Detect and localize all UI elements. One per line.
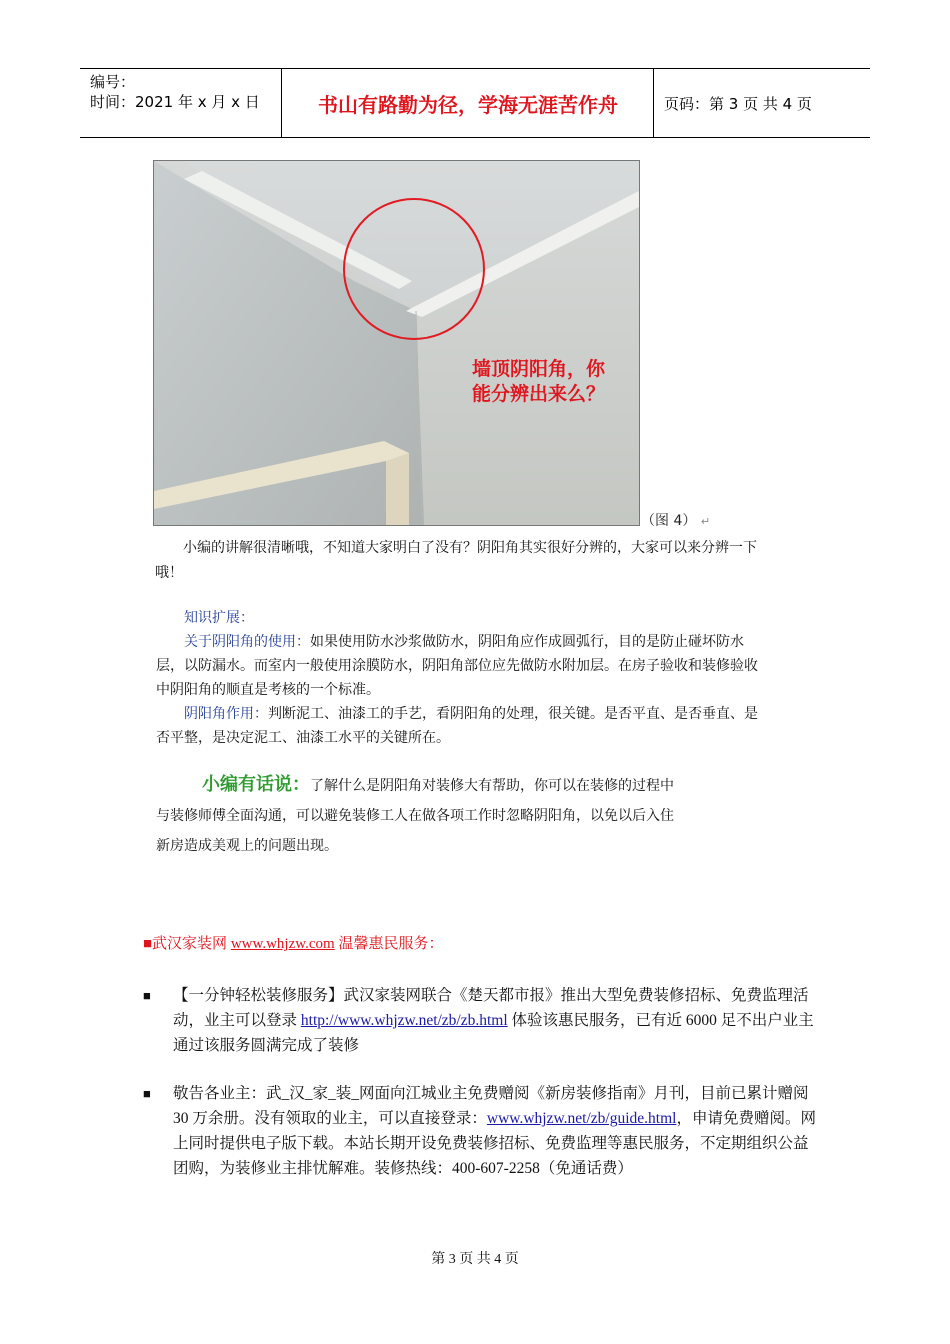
usage-text: 如果使用防水沙浆做防水，阴阳角应作成圆弧行，目的是防止碰坏防水层，以防漏水。而室内一般使用涂膜防水，阴阳角部位应先做防水附加层。在房子验收和装修验收中阴阳角的顺直是考核的一个标准。	[156, 634, 758, 698]
service-suffix: 温馨惠民服务：	[334, 936, 444, 952]
number-label: 编号：	[90, 73, 136, 91]
header-meta	[80, 69, 282, 137]
service-item-2	[143, 1081, 823, 1181]
header-motto: 书山有路勤为径，学海无涯苦作舟	[283, 69, 654, 137]
intro-paragraph	[155, 536, 765, 586]
item-1-part1: 【一分钟轻松装修服务】武汉家装网联合《楚天都市报》推出大型免费装修招标、免费监理活动，业主可以登录	[173, 987, 809, 1029]
effect-text: 判断泥工、油漆工的手艺，看阴阳角的处理，很关键。是否平直、是否垂直、是否平整，是决定泥工、油漆工水平的关键所在。	[156, 706, 758, 746]
return-mark: ↵	[700, 515, 711, 528]
item-1-part2: 体验该惠民服务，已有近 6000 足不出户业主通过该服务圆满完成了装修	[173, 1012, 814, 1054]
photo-caption	[472, 357, 632, 407]
tip-text3: 新房造成美观上的问题出现。	[156, 838, 338, 854]
tip-label: 小编有话说：	[202, 774, 310, 795]
effect-paragraph	[156, 702, 761, 750]
ceiling-corner-photo	[153, 160, 640, 526]
time-label: 时间：2021 年 x 月 x 日	[90, 93, 260, 111]
usage-label: 关于阴阳角的使用：	[184, 634, 310, 650]
editor-tip	[156, 770, 756, 861]
bullet-icon: ■	[143, 1086, 151, 1101]
tip-text1: 了解什么是阴阳角对装修大有帮助，你可以在装修的过程中	[310, 778, 674, 794]
intro-text: 小编的讲解很清晰哦，不知道大家明白了没有？阴阳角其实很好分辨的，大家可以来分辨一下哦！	[155, 540, 757, 581]
bullet-icon: ■	[143, 988, 151, 1003]
photo-illustration	[154, 161, 639, 525]
page-footer: 第 3 页 共 4 页	[431, 1252, 519, 1267]
photo-caption-line2: 能分辨出来么？	[472, 383, 606, 405]
service-heading	[143, 932, 443, 953]
service-prefix: ■武汉家装网	[143, 936, 231, 952]
service-item-1	[143, 983, 823, 1058]
zb-link[interactable]: http://www.whjzw.net/zb/zb.html	[300, 1012, 508, 1029]
guide-link[interactable]: www.whjzw.net/zb/guide.html	[486, 1110, 677, 1127]
photo-caption-line1: 墙顶阴阳角，你	[472, 358, 606, 380]
service-item-2-text	[173, 1081, 823, 1181]
figure-label	[641, 510, 710, 530]
service-item-1-text	[173, 983, 823, 1058]
tip-line1	[202, 770, 756, 801]
item-2-part1: 敬告各业主：武_汉_家_装_网面向江城业主免费赠阅《新房装修指南》月刊，目前已累计赠阅 30 万余册。没有领取的业主，可以直接登录：	[173, 1085, 809, 1127]
knowledge-heading: 知识扩展：	[184, 610, 254, 626]
usage-paragraph	[156, 630, 761, 702]
effect-label: 阴阳角作用：	[184, 706, 268, 722]
knowledge-section	[156, 606, 761, 750]
item-2-part2: ，申请免费赠阅。网上同时提供电子版下载。本站长期开设免费装修招标、免费监理等惠民服务，不定期组织公益团购，为装修业主排忧解难。装修热线：400-607-2258（免通话费）	[173, 1110, 816, 1177]
header-page-info: 页码：第 3 页 共 4 页	[664, 94, 812, 113]
page-header	[80, 68, 870, 138]
figure-label-text: （图 4）	[641, 513, 697, 529]
service-site-link[interactable]: www.whjzw.com	[230, 936, 335, 952]
tip-text2: 与装修师傅全面沟通，可以避免装修工人在做各项工作时忽略阴阳角，以免以后入住	[156, 808, 674, 824]
